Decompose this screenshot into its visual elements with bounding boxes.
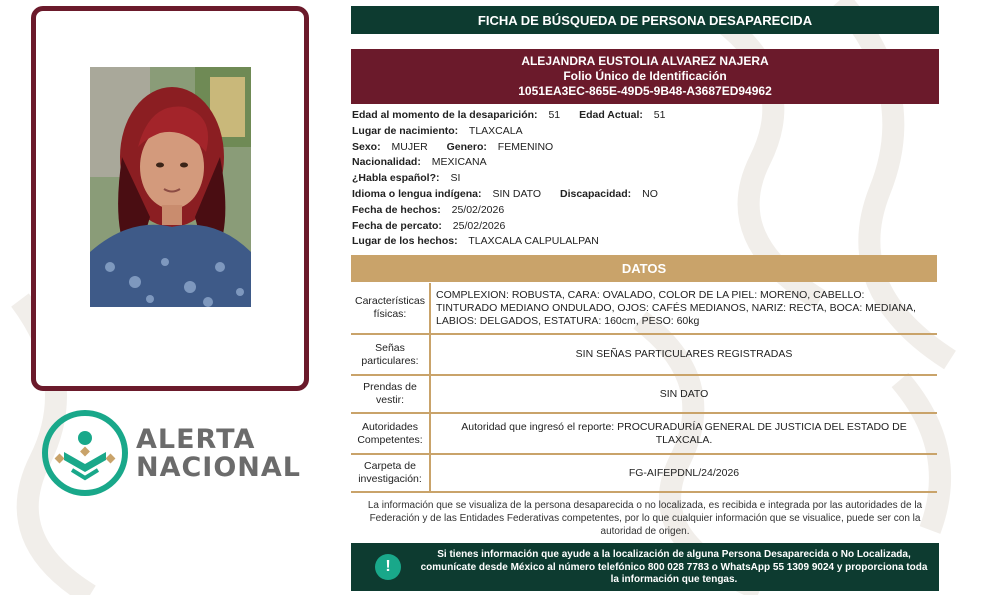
row-value: COMPLEXION: ROBUSTA, CARA: OVALADO, COLOR DE LA PIEL: MORENO, CABELLO: TINTURADO MEDIANO ONDULADO, OJOS: CAFÉS MEDIANOS, NARIZ: RECTA, BOCA: MEDIANA, LABIOS: DELGADOS, ESTATURA: 160cm, PESO: 60kg [436, 288, 916, 327]
fecha-hechos-value: 25/02/2026 [451, 203, 505, 216]
info-row-fecha-percato [352, 219, 940, 235]
info-row-edad [352, 108, 940, 124]
row-value: SIN DATO [659, 387, 709, 400]
discapacidad-value: NO [642, 187, 658, 200]
info-row-lugar-nacimiento [352, 124, 940, 140]
datos-table [351, 283, 937, 493]
alerta-nacional-logo [42, 410, 128, 496]
footer-text: Si tienes información que ayude a la localización de alguna Persona Desaparecida o No Localizada, comunícate desde México al número telefónico 800 028 7783 o WhatsApp 55 1309 9024 y proporciona toda la información que tengas. [420, 549, 928, 585]
document-title: FICHA DE BÚSQUEDA DE PERSONA DESAPARECIDA [351, 6, 939, 34]
fecha-hechos-label: Fecha de hechos: [352, 203, 441, 216]
edad-actual-label: Edad Actual: [579, 109, 643, 121]
info-row-idioma [352, 187, 940, 203]
nacionalidad-value: MEXICANA [431, 156, 487, 169]
fecha-percato-value: 25/02/2026 [452, 219, 506, 232]
table-row-prendas [351, 376, 937, 414]
idioma-label: Idioma o lengua indígena: [352, 187, 482, 200]
folio-label: Folio Único de Identificación [563, 69, 727, 83]
nacionalidad-label: Nacionalidad: [352, 156, 421, 169]
person-photo [90, 67, 251, 307]
info-row-habla-espanol [352, 171, 940, 187]
fecha-percato-label: Fecha de percato: [352, 219, 442, 232]
row-value: SIN SEÑAS PARTICULARES REGISTRADAS [575, 348, 793, 360]
discapacidad-label: Discapacidad: [559, 187, 632, 200]
edad-actual-value: 51 [653, 109, 666, 121]
lugar-hechos-label: Lugar de los hechos: [352, 235, 458, 248]
genero-label: Genero: [446, 140, 487, 153]
sexo-label: Sexo: [352, 140, 381, 153]
row-label: Carpeta de investigación: [351, 455, 431, 491]
lugar-nacimiento-label: Lugar de nacimiento: [352, 124, 459, 137]
logo-wordmark [136, 426, 301, 482]
person-info [352, 108, 940, 250]
lugar-hechos-value: TLAXCALA CALPULALPAN [468, 235, 599, 248]
logo-line-nacional: NACIONAL [136, 452, 302, 483]
idioma-value: SIN DATO [492, 187, 542, 200]
sexo-value: MUJER [391, 140, 428, 153]
contact-footer [351, 543, 939, 591]
row-value: Autoridad que ingresó el reporte: PROCURADURÍA GENERAL DE JUSTICIA DEL ESTADO DE TLAXCALA. [461, 420, 907, 446]
genero-value: FEMENINO [497, 140, 554, 153]
table-row-senas [351, 335, 937, 376]
habla-espanol-label: ¿Habla español?: [352, 172, 440, 185]
info-row-nacionalidad [352, 155, 940, 171]
disclaimer-text: La información que se visualiza de la persona desaparecida o no localizada, es recibida e integrada por las autoridades de la Federación y de las Entidades Federativas competentes, por lo que cualquier información que se visualice, puede ser con la autoridad de origen. [367, 500, 923, 537]
exclamation-icon: ! [375, 554, 401, 580]
lugar-nacimiento-value: TLAXCALA [468, 124, 523, 137]
info-row-sexo [352, 140, 940, 156]
table-row-carpeta [351, 455, 937, 493]
row-label: Autoridades Competentes: [351, 414, 431, 453]
edad-desaparicion-value: 51 [548, 109, 561, 121]
table-row-caracteristicas [351, 283, 937, 335]
datos-section-title: DATOS [351, 255, 937, 282]
edad-desaparicion-label: Edad al momento de la desaparición: [352, 109, 538, 121]
table-row-autoridades [351, 414, 937, 455]
row-value: FG-AIFEPDNL/24/2026 [628, 466, 740, 479]
row-label: Prendas de vestir: [351, 376, 431, 412]
row-label: Características físicas: [351, 283, 431, 333]
person-name-box [351, 49, 939, 104]
folio-value: 1051EA3EC-865E-49D5-9B48-A3687ED94962 [518, 84, 772, 98]
info-row-fecha-hechos [352, 203, 940, 219]
info-row-lugar-hechos [352, 234, 940, 250]
logo-line-alerta: ALERTA [136, 424, 256, 455]
row-label: Señas particulares: [351, 335, 431, 374]
person-name: ALEJANDRA EUSTOLIA ALVAREZ NAJERA [521, 54, 769, 68]
habla-espanol-value: SI [450, 172, 461, 185]
photo-frame [31, 6, 309, 391]
